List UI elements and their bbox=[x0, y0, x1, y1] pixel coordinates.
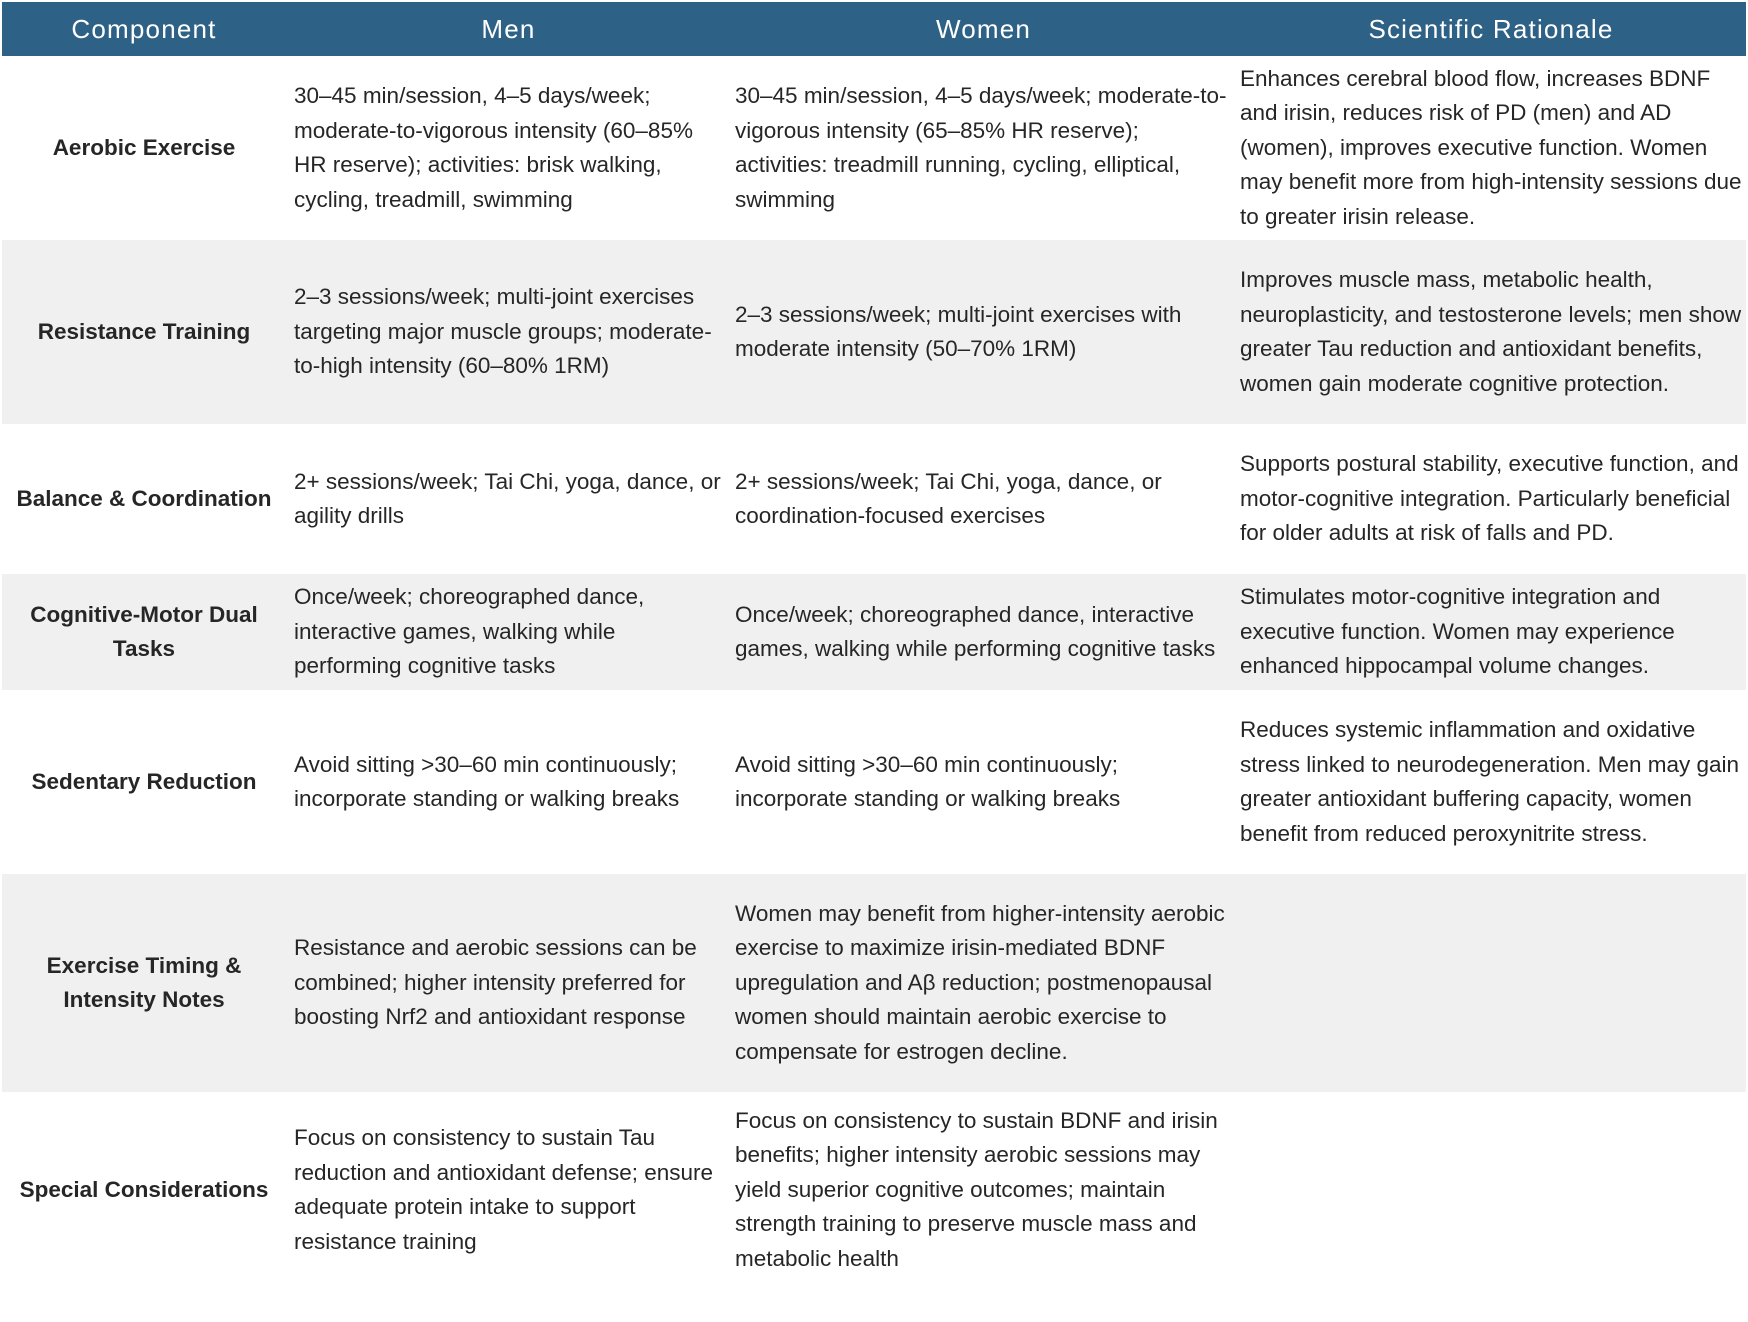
table-row bbox=[2, 874, 1746, 1092]
row-women: Avoid sitting >30–60 min continuously; incorporate standing or walking breaks bbox=[735, 751, 1121, 811]
row-men: 30–45 min/session, 4–5 days/week; moderate-to-vigorous intensity (60–85% HR reserve); activities: brisk walking, cycling, treadmill, swimming bbox=[294, 83, 693, 212]
row-women: Once/week; choreographed dance, interactive games, walking while performing cognitive tasks bbox=[735, 601, 1216, 661]
row-rationale: Reduces systemic inflammation and oxidative stress linked to neurodegeneration. Men may gain greater antioxidant buffering capacity, women benefit from reduced peroxynitrite stress. bbox=[1240, 717, 1740, 846]
row-women: 2+ sessions/week; Tai Chi, yoga, dance, or coordination-focused exercises bbox=[735, 468, 1162, 528]
row-rationale: Improves muscle mass, metabolic health, neuroplasticity, and testosterone levels; men show greater Tau reduction and antioxidant benefits, women gain moderate cognitive protection. bbox=[1240, 267, 1742, 396]
row-component: Balance & Coordination bbox=[16, 485, 272, 511]
exercise-table bbox=[2, 2, 1746, 1288]
row-men: 2–3 sessions/week; multi-joint exercises targeting major muscle groups; moderate-to-high intensity (60–80% 1RM) bbox=[294, 284, 712, 379]
row-rationale: Enhances cerebral blood flow, increases BDNF and irisin, reduces risk of PD (men) and AD (women), improves executive function. Women may benefit more from high-intensity sessions due to greater irisin release. bbox=[1240, 65, 1742, 229]
row-component: Exercise Timing & Intensity Notes bbox=[46, 952, 242, 1012]
row-men: 2+ sessions/week; Tai Chi, yoga, dance, or agility drills bbox=[294, 468, 721, 528]
table-row bbox=[2, 240, 1746, 424]
header-men: Men bbox=[481, 13, 536, 44]
row-women: Women may benefit from higher-intensity aerobic exercise to maximize irisin-mediated BDNF upregulation and Aβ reduction; postmenopausal women should maintain aerobic exercise to compensate for estrogen decline. bbox=[735, 900, 1225, 1064]
row-rationale: Supports postural stability, executive function, and motor-cognitive integration. Particularly beneficial for older adults at risk of falls and PD. bbox=[1240, 451, 1739, 546]
row-women: Focus on consistency to sustain BDNF and irisin benefits; higher intensity aerobic sessions may yield superior cognitive outcomes; maintain strength training to preserve muscle mass and metabolic health bbox=[735, 1107, 1218, 1271]
header-component: Component bbox=[71, 13, 217, 44]
row-women: 30–45 min/session, 4–5 days/week; moderate-to-vigorous intensity (65–85% HR reserve); activities: treadmill running, cycling, elliptical, swimming bbox=[735, 83, 1227, 212]
table-row bbox=[2, 574, 1746, 690]
table-header bbox=[2, 2, 1746, 56]
row-component: Sedentary Reduction bbox=[31, 768, 257, 794]
row-component: Resistance Training bbox=[37, 318, 251, 344]
row-rationale: Stimulates motor-cognitive integration and executive function. Women may experience enhanced hippocampal volume changes. bbox=[1240, 584, 1675, 679]
table-row bbox=[2, 690, 1746, 874]
table-row bbox=[2, 56, 1746, 240]
row-men: Avoid sitting >30–60 min continuously; incorporate standing or walking breaks bbox=[294, 751, 680, 811]
table-row bbox=[2, 1092, 1746, 1288]
row-component: Aerobic Exercise bbox=[52, 134, 236, 160]
row-men: Resistance and aerobic sessions can be combined; higher intensity preferred for boosting Nrf2 and antioxidant response bbox=[294, 935, 697, 1030]
row-men: Once/week; choreographed dance, interactive games, walking while performing cognitive tasks bbox=[294, 584, 645, 679]
table-row bbox=[2, 424, 1746, 574]
row-component: Special Considerations bbox=[19, 1176, 269, 1202]
row-men: Focus on consistency to sustain Tau reduction and antioxidant defense; ensure adequate protein intake to support resistance training bbox=[294, 1125, 714, 1254]
row-women: 2–3 sessions/week; multi-joint exercises with moderate intensity (50–70% 1RM) bbox=[735, 301, 1182, 361]
header-women: Women bbox=[935, 13, 1032, 44]
header-rationale: Scientific Rationale bbox=[1368, 13, 1614, 44]
row-component: Cognitive-Motor Dual Tasks bbox=[30, 601, 258, 661]
